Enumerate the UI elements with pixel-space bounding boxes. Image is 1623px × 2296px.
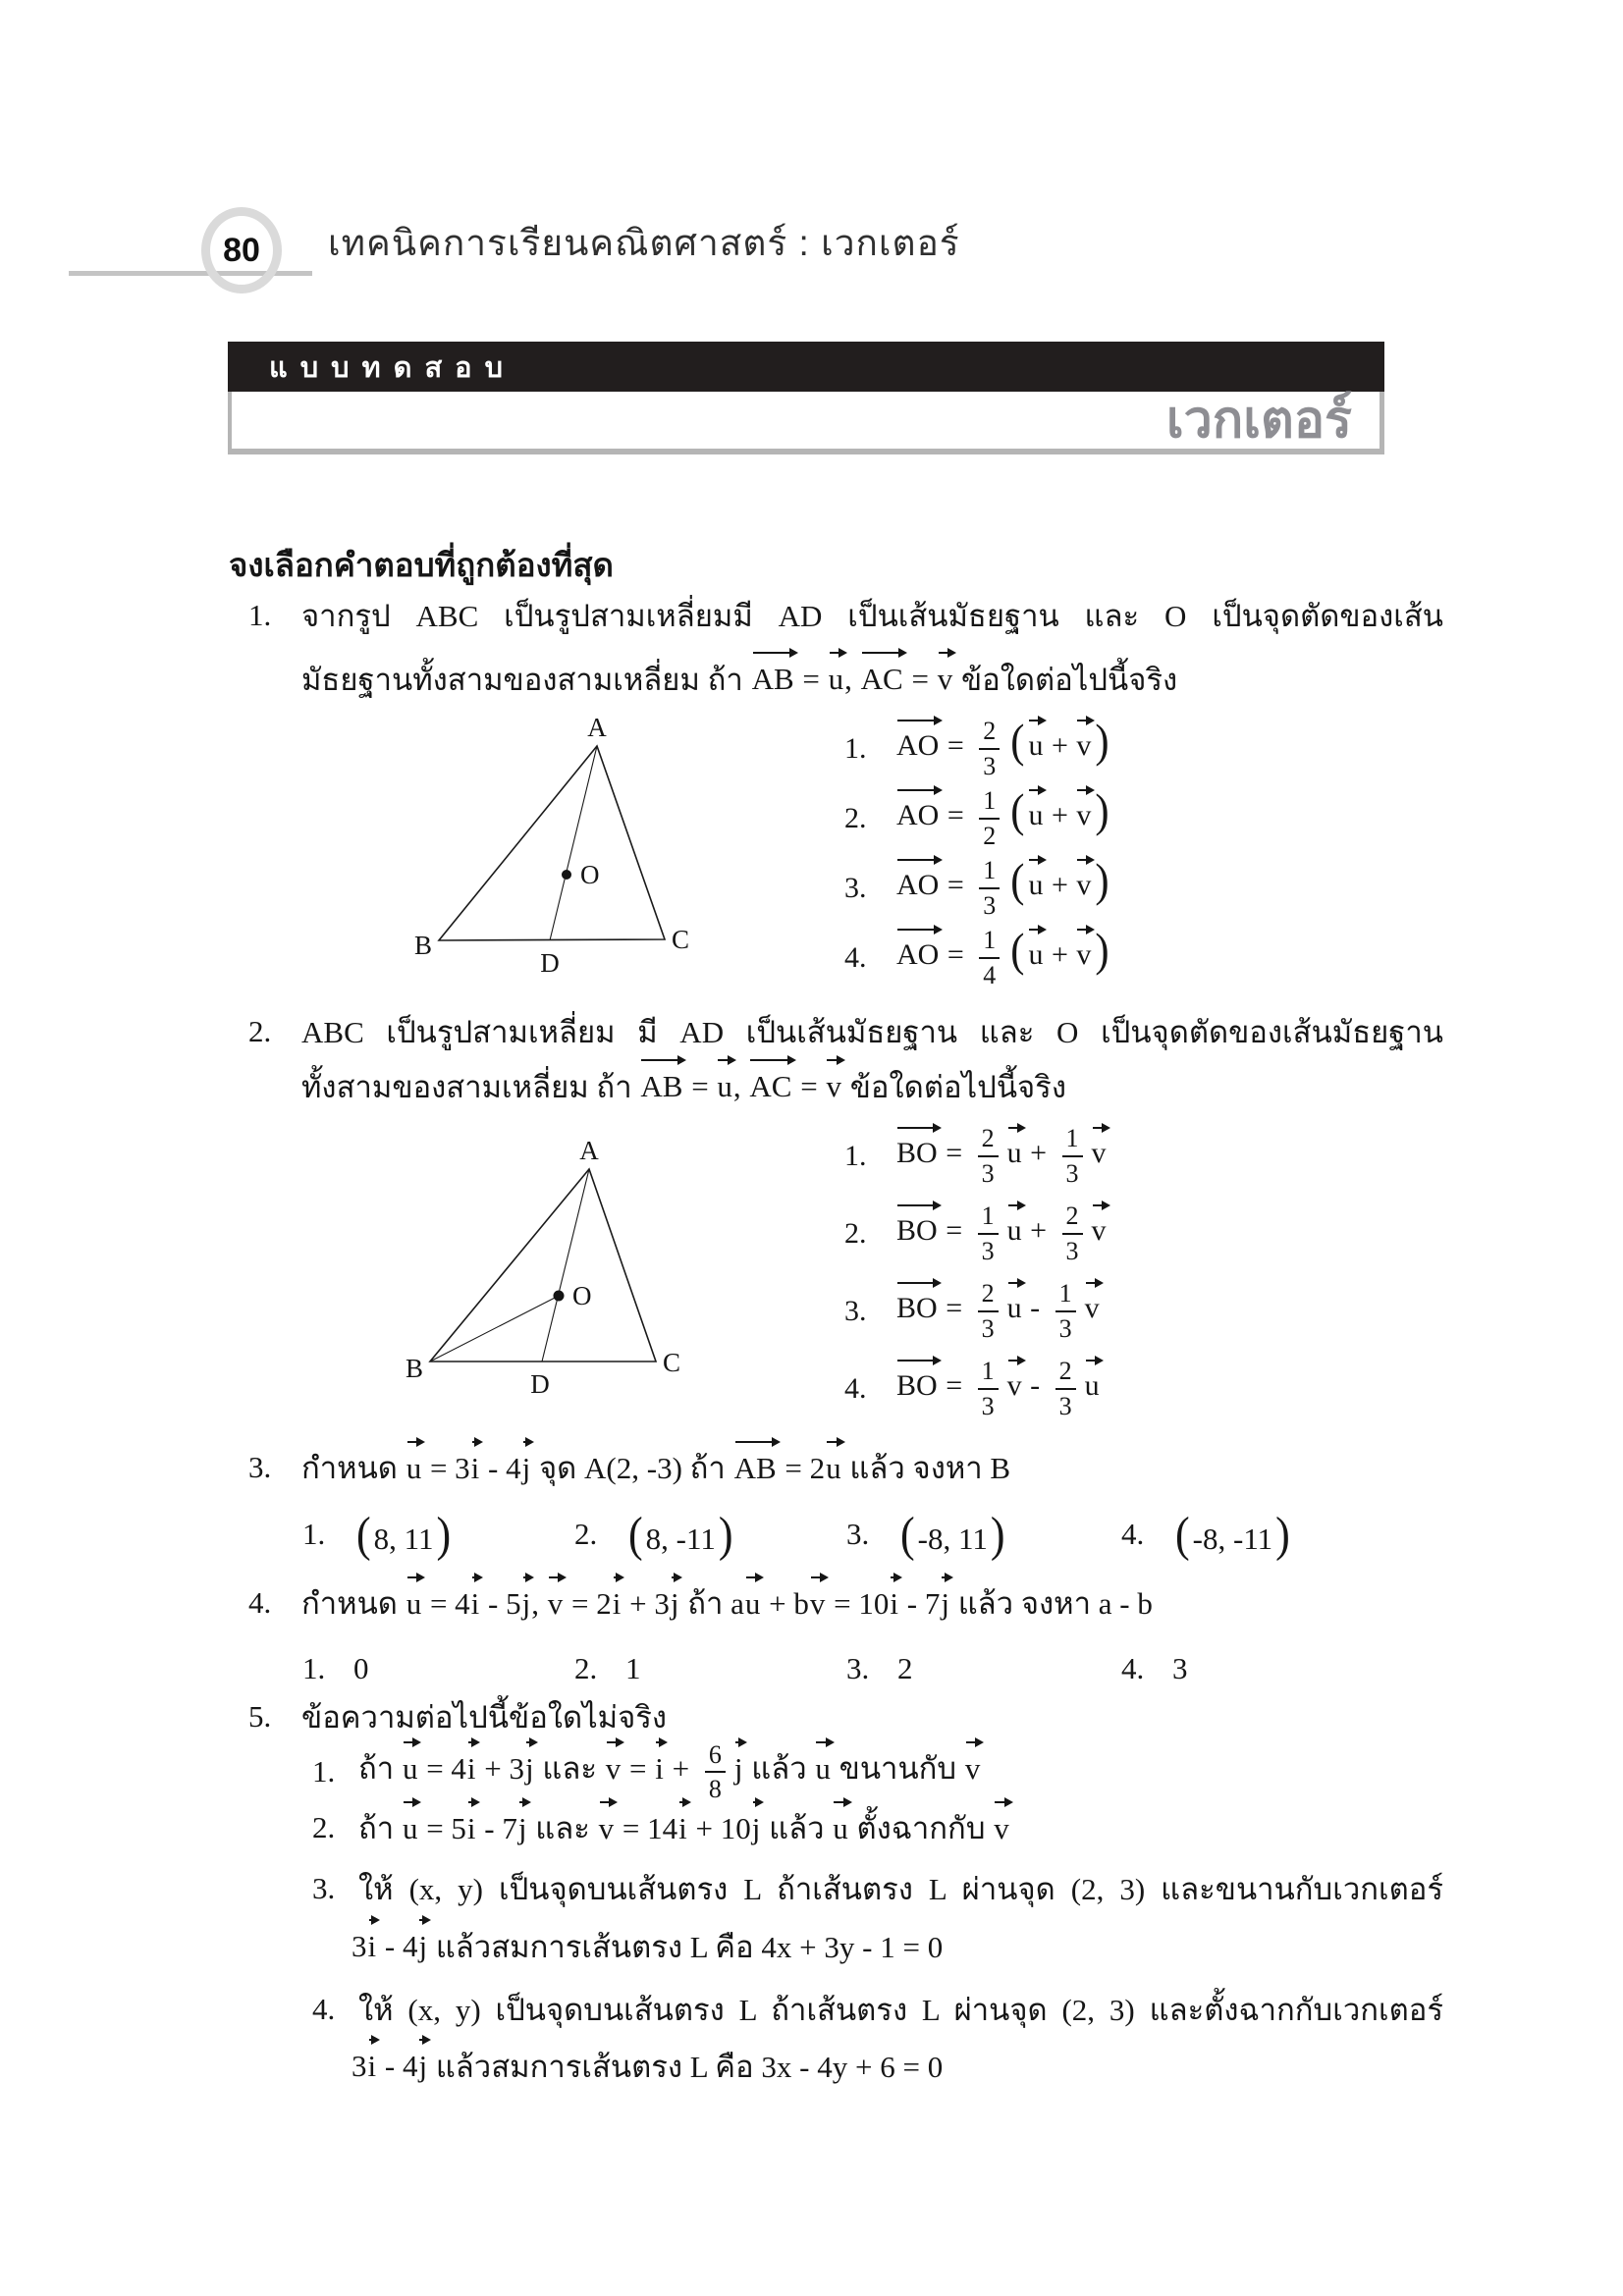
figure-1-triangle xyxy=(407,707,694,991)
math-text: ถ้า a xyxy=(679,1586,744,1621)
point-label-O: O xyxy=(572,1281,592,1310)
math-text: , xyxy=(732,1069,749,1103)
vector-AO: AO xyxy=(896,729,940,763)
vector-BO: BO xyxy=(896,1292,938,1325)
point-label-D: D xyxy=(530,1369,550,1399)
vertex-label-C: C xyxy=(662,1348,681,1377)
paren: ( xyxy=(1010,716,1025,769)
math-text: + 3 xyxy=(476,1751,525,1787)
statement-text: ให้ (x, y) เป็นจุดบนเส้นตรง L ถ้าเส้นตรง L ผ่านจุด (2, 3) และขนานกับเวกเตอร์ xyxy=(358,1872,1443,1906)
math-text: 8, -11 xyxy=(645,1521,716,1556)
vector-u: u xyxy=(1028,799,1044,832)
vector-u: u xyxy=(828,662,844,696)
fraction: $\frac{2}{3}$ xyxy=(1062,1201,1083,1264)
paren: ( xyxy=(628,1507,643,1562)
vertex-label-C: C xyxy=(671,925,690,954)
choice-number: 2. xyxy=(844,1216,867,1250)
vector-v: v xyxy=(994,1811,1009,1845)
choice-row xyxy=(302,1507,454,1562)
vector-u: u xyxy=(717,1069,732,1103)
vector-BO: BO xyxy=(896,1214,938,1248)
vector-AC: AC xyxy=(860,662,903,696)
choice-row xyxy=(844,1279,1108,1342)
vector-v: v xyxy=(605,1751,622,1787)
choice-row xyxy=(302,1641,369,1696)
math-text: , xyxy=(531,1586,547,1621)
vector-v: v xyxy=(826,1069,841,1103)
vector-u: u xyxy=(406,1451,422,1485)
choice-number: 1. xyxy=(844,1139,867,1172)
choice-number: 3. xyxy=(846,1517,870,1551)
math-text: - 4 xyxy=(377,2049,418,2083)
math-text: = 4 xyxy=(422,1586,470,1621)
choice-math xyxy=(895,717,1112,779)
vertex-label-A: A xyxy=(579,1136,599,1165)
vector-v: v xyxy=(1076,938,1092,972)
paren: ) xyxy=(1095,785,1109,838)
math-text: ข้อใดต่อไปนี้จริง xyxy=(841,1070,1066,1104)
math-text: = 4 xyxy=(418,1751,466,1787)
math-text: - 5 xyxy=(480,1586,521,1621)
question-2-line-1 xyxy=(248,1007,1443,1056)
vector-u: u xyxy=(1084,1369,1100,1403)
question-1-number: 1. xyxy=(248,598,272,632)
math-text: 3 xyxy=(352,2049,367,2083)
choice-row xyxy=(846,1507,1008,1562)
vector-u: u xyxy=(1006,1214,1022,1248)
math-text: แล้ว จงหา a - b xyxy=(949,1586,1153,1621)
math-text: 1 xyxy=(625,1651,641,1685)
math-text: = xyxy=(938,1292,970,1325)
math-text: ข้อใดต่อไปนี้จริง xyxy=(953,663,1178,697)
figure-2-triangle xyxy=(401,1132,687,1416)
fraction: $\frac{1}{3}$ xyxy=(978,1357,999,1419)
paren: ) xyxy=(436,1507,452,1562)
statement-continuation xyxy=(352,2035,943,2098)
fraction: $\frac{2}{3}$ xyxy=(1055,1357,1076,1419)
vector-u: u xyxy=(1006,1292,1022,1325)
choice-number: 4. xyxy=(844,1371,867,1405)
paren: ( xyxy=(900,1507,915,1562)
vector-j: j xyxy=(941,1586,949,1621)
triangle-outline xyxy=(430,1169,656,1362)
question-1-text: จากรูป ABC เป็นรูปสามเหลี่ยมมี AD เป็นเส้นมัธยฐาน และ O เป็นจุดตัดของเส้น xyxy=(301,599,1443,633)
vector-j: j xyxy=(751,1811,761,1845)
choice-row xyxy=(844,1201,1108,1264)
question-3-math xyxy=(301,1443,1010,1492)
vector-u: u xyxy=(1028,869,1044,902)
vertex-label-B: B xyxy=(405,1354,424,1383)
choice-math xyxy=(1172,1507,1293,1562)
banner-bar xyxy=(228,342,1384,392)
choice-row xyxy=(1121,1507,1293,1562)
vector-v: v xyxy=(1091,1214,1107,1248)
choice-math xyxy=(895,1201,1108,1264)
centroid-point xyxy=(554,1291,565,1302)
math-text: และ xyxy=(527,1811,598,1845)
statement-row xyxy=(312,1985,1443,2034)
paren: ) xyxy=(1095,925,1109,978)
math-text: กำหนด xyxy=(301,1586,406,1621)
vector-AO: AO xyxy=(896,799,940,832)
choice-row xyxy=(844,856,1112,919)
question-3-line xyxy=(248,1436,1010,1499)
paren: ) xyxy=(1095,855,1109,908)
question-4-line xyxy=(248,1572,1153,1634)
vector-u: u xyxy=(402,1751,418,1787)
question-5-number: 5. xyxy=(248,1699,272,1734)
math-text: = xyxy=(683,1069,717,1103)
vector-v: v xyxy=(547,1586,564,1621)
point-label-D: D xyxy=(540,948,560,978)
choice-row xyxy=(844,1357,1108,1419)
math-text: 0 xyxy=(353,1651,369,1685)
point-label-O: O xyxy=(580,860,600,889)
choice-number: 3. xyxy=(844,1294,867,1327)
question-2-choices xyxy=(844,1117,1108,1427)
math-text: กำหนด xyxy=(301,1451,406,1485)
choice-row xyxy=(844,786,1112,849)
vector-j: j xyxy=(418,2049,428,2083)
math-text: 3 xyxy=(352,1929,367,1963)
question-1-choices xyxy=(844,714,1112,992)
paren: ( xyxy=(1175,1507,1190,1562)
math-text: - 4 xyxy=(480,1451,521,1485)
math-text: มัธยฐานทั้งสามของสามเหลี่ยม ถ้า xyxy=(301,663,751,697)
choice-number: 2. xyxy=(574,1651,598,1685)
fraction: $\frac{2}{3}$ xyxy=(978,1279,999,1342)
fraction: $\frac{1}{3}$ xyxy=(1062,1124,1083,1187)
math-text: + xyxy=(1044,938,1076,972)
triangle-outline xyxy=(439,746,665,940)
vector-v: v xyxy=(1076,729,1092,763)
vector-AO: AO xyxy=(896,869,940,902)
math-text: แล้ว xyxy=(743,1751,815,1787)
choice-math xyxy=(895,926,1112,988)
fraction: $\frac{1}{3}$ xyxy=(979,856,1000,919)
choice-number: 1. xyxy=(302,1517,326,1551)
vector-j: j xyxy=(521,1586,531,1621)
choice-number: 4. xyxy=(844,940,867,974)
vector-u: u xyxy=(406,1586,422,1621)
math-text: จุด A(2, -3) ถ้า xyxy=(531,1451,733,1485)
vector-j: j xyxy=(418,1929,428,1963)
math-text: ทั้งสามของสามเหลี่ยม ถ้า xyxy=(301,1070,640,1104)
choice-row xyxy=(846,1641,913,1696)
vector-j: j xyxy=(733,1751,743,1787)
math-text: ตั้งฉากกับ xyxy=(848,1811,994,1845)
math-text: = 5 xyxy=(418,1811,466,1845)
math-text: = 10 xyxy=(826,1586,890,1621)
statement-row xyxy=(312,1864,1443,1913)
math-text: + xyxy=(1044,799,1076,832)
math-text: + 3 xyxy=(622,1586,670,1621)
vector-i: i xyxy=(466,1811,476,1845)
choice-number: 4. xyxy=(1121,1651,1145,1685)
vector-i: i xyxy=(655,1751,664,1787)
math-text: - xyxy=(1022,1292,1048,1325)
choice-math xyxy=(897,1507,1008,1562)
vector-v: v xyxy=(598,1811,615,1845)
vector-u: u xyxy=(833,1811,848,1845)
choice-row xyxy=(574,1641,641,1696)
math-text: แล้วสมการเส้นตรง L คือ 4x + 3y - 1 = 0 xyxy=(428,1930,944,1964)
math-text: 2 xyxy=(897,1651,913,1685)
math-text: = xyxy=(792,1069,826,1103)
math-text: -8, -11 xyxy=(1192,1521,1273,1556)
math-text: 8, 11 xyxy=(373,1521,434,1556)
math-text: + xyxy=(1022,1137,1055,1170)
vector-AO: AO xyxy=(896,938,940,972)
math-text: - 7 xyxy=(899,1586,941,1621)
vector-j: j xyxy=(670,1586,679,1621)
math-text: = xyxy=(938,1369,970,1403)
vector-u: u xyxy=(744,1586,761,1621)
question-2-number: 2. xyxy=(248,1014,272,1048)
page-number-badge xyxy=(201,207,282,294)
paren: ) xyxy=(1095,716,1109,769)
choice-math xyxy=(895,1124,1108,1187)
vector-u: u xyxy=(1028,729,1044,763)
math-text: และ xyxy=(534,1751,605,1787)
math-text: - xyxy=(1022,1369,1048,1403)
vector-v: v xyxy=(964,1751,981,1787)
math-text: = 2 xyxy=(777,1451,826,1485)
math-text: = 14 xyxy=(615,1811,678,1845)
statement-number: 3. xyxy=(312,1871,336,1905)
math-text: + xyxy=(1044,729,1076,763)
choice-math xyxy=(1172,1651,1188,1686)
vector-BO: BO xyxy=(896,1369,938,1403)
paren: ( xyxy=(1010,785,1025,838)
vector-i: i xyxy=(890,1586,898,1621)
question-3-number: 3. xyxy=(248,1450,272,1484)
vector-AC: AC xyxy=(749,1069,792,1103)
fraction: $\frac{1}{4}$ xyxy=(979,926,1000,988)
vertex-label-A: A xyxy=(587,713,607,742)
vector-j: j xyxy=(525,1751,534,1787)
question-4-math xyxy=(301,1578,1153,1628)
fraction: $\frac{6}{8}$ xyxy=(705,1740,726,1803)
vector-u: u xyxy=(815,1751,831,1787)
choice-math xyxy=(895,786,1112,849)
math-text: = xyxy=(940,729,972,763)
vector-u: u xyxy=(1006,1137,1022,1170)
statement-math xyxy=(358,1803,1010,1852)
choice-row xyxy=(844,717,1112,779)
statement-text: ให้ (x, y) เป็นจุดบนเส้นตรง L ถ้าเส้นตรง L ผ่านจุด (2, 3) และตั้งฉากกับเวกเตอร์ xyxy=(358,1993,1443,2027)
math-text: = xyxy=(940,799,972,832)
vector-i: i xyxy=(678,1811,687,1845)
statement-row xyxy=(312,1796,1010,1859)
math-text: + xyxy=(1044,869,1076,902)
paren: ) xyxy=(718,1507,733,1562)
vector-v: v xyxy=(809,1586,826,1621)
statement-number: 4. xyxy=(312,1992,336,2026)
banner-label: แบบทดสอบ xyxy=(269,351,515,384)
question-2-line-2 xyxy=(301,1055,1066,1118)
fraction: $\frac{1}{3}$ xyxy=(1055,1279,1076,1342)
choice-math xyxy=(353,1507,454,1562)
vector-i: i xyxy=(612,1586,622,1621)
paren: ( xyxy=(1010,925,1025,978)
math-text: = 2 xyxy=(564,1586,612,1621)
vector-AB: AB xyxy=(751,662,794,696)
math-text: ถ้า xyxy=(358,1751,402,1787)
fraction: $\frac{1}{2}$ xyxy=(979,786,1000,849)
vector-i: i xyxy=(470,1451,480,1485)
choice-row xyxy=(844,1124,1108,1187)
choice-math xyxy=(353,1651,369,1686)
choice-math xyxy=(625,1651,641,1686)
choice-number: 2. xyxy=(844,801,867,834)
choice-number: 2. xyxy=(574,1517,598,1551)
question-1-line-1 xyxy=(248,591,1443,640)
math-text: -8, 11 xyxy=(917,1521,988,1556)
math-text: + 10 xyxy=(687,1811,751,1845)
vector-v: v xyxy=(1076,869,1092,902)
banner-body xyxy=(228,392,1384,454)
statement-continuation xyxy=(352,1915,943,1978)
choice-math xyxy=(625,1507,736,1562)
question-5-text: ข้อความต่อไปนี้ข้อใดไม่จริง xyxy=(301,1700,668,1735)
vector-v: v xyxy=(1006,1369,1022,1403)
math-text: = xyxy=(622,1751,655,1787)
page-number: 80 xyxy=(223,231,260,269)
statement-math xyxy=(358,1740,981,1803)
math-text: แล้ว จงหา B xyxy=(841,1451,1011,1485)
paren: ) xyxy=(1275,1507,1290,1562)
choice-math xyxy=(895,1357,1101,1419)
choice-row xyxy=(844,926,1112,988)
vector-i: i xyxy=(367,1929,377,1963)
math-text: , xyxy=(844,662,860,696)
vector-u: u xyxy=(826,1451,841,1485)
choice-number: 3. xyxy=(846,1651,870,1685)
question-4-number: 4. xyxy=(248,1585,272,1620)
math-text: + b xyxy=(761,1586,809,1621)
math-text: - 4 xyxy=(377,1929,418,1963)
math-text: + xyxy=(1022,1214,1055,1248)
instruction: จงเลือกคำตอบที่ถูกต้องที่สุด xyxy=(229,549,614,584)
math-text: = 3 xyxy=(422,1451,470,1485)
math-text: = xyxy=(794,662,828,696)
math-text: - 7 xyxy=(476,1811,517,1845)
math-text: = xyxy=(938,1214,970,1248)
choice-row xyxy=(574,1507,736,1562)
vector-AB: AB xyxy=(640,1069,683,1103)
choice-number: 4. xyxy=(1121,1517,1145,1551)
math-text: ขนานกับ xyxy=(831,1751,964,1787)
vector-j: j xyxy=(517,1811,527,1845)
segment-BO xyxy=(430,1296,559,1362)
question-1-line-2 xyxy=(301,648,1177,711)
math-text: = xyxy=(940,869,972,902)
choice-math xyxy=(897,1651,913,1686)
math-text: = xyxy=(938,1137,970,1170)
paren: ) xyxy=(990,1507,1005,1562)
math-text: + xyxy=(664,1751,697,1787)
vector-u: u xyxy=(402,1811,418,1845)
fraction: $\frac{2}{3}$ xyxy=(979,717,1000,779)
choice-number: 3. xyxy=(844,871,867,904)
vector-i: i xyxy=(470,1586,480,1621)
math-text: 3 xyxy=(1172,1651,1188,1685)
math-text: = xyxy=(940,938,972,972)
choice-number: 1. xyxy=(302,1651,326,1685)
math-text: = xyxy=(903,662,937,696)
book-title: เทคนิคการเรียนคณิตศาสตร์ : เวกเตอร์ xyxy=(328,223,960,263)
math-text: ถ้า xyxy=(358,1811,402,1845)
question-5-header xyxy=(248,1692,667,1741)
math-text: แล้วสมการเส้นตรง L คือ 3x - 4y + 6 = 0 xyxy=(428,2050,944,2084)
paren: ( xyxy=(356,1507,371,1562)
choice-math xyxy=(895,1279,1101,1342)
vector-i: i xyxy=(466,1751,476,1787)
vector-j: j xyxy=(521,1451,531,1485)
math-text: แล้ว xyxy=(761,1811,833,1845)
vector-BO: BO xyxy=(896,1137,938,1170)
fraction: $\frac{1}{3}$ xyxy=(978,1201,999,1264)
centroid-point xyxy=(562,870,571,880)
statement-number: 2. xyxy=(312,1810,336,1844)
choice-number: 1. xyxy=(844,731,867,765)
paren: ( xyxy=(1010,855,1025,908)
vector-v: v xyxy=(1091,1137,1107,1170)
banner-subject: เวกเตอร์ xyxy=(1165,392,1352,449)
question-2-text: ABC เป็นรูปสามเหลี่ยม มี AD เป็นเส้นมัธยฐาน และ O เป็นจุดตัดของเส้นมัธยฐาน xyxy=(301,1015,1443,1049)
vector-i: i xyxy=(367,2049,377,2083)
test-banner xyxy=(228,342,1384,454)
fraction: $\frac{2}{3}$ xyxy=(978,1124,999,1187)
vector-v: v xyxy=(1084,1292,1100,1325)
choice-math xyxy=(895,856,1112,919)
vector-v: v xyxy=(1076,799,1092,832)
statement-number: 1. xyxy=(312,1754,336,1789)
vector-v: v xyxy=(937,662,953,696)
vector-AB: AB xyxy=(733,1451,777,1485)
vertex-label-B: B xyxy=(413,931,433,960)
choice-row xyxy=(1121,1641,1188,1696)
vector-u: u xyxy=(1028,938,1044,972)
